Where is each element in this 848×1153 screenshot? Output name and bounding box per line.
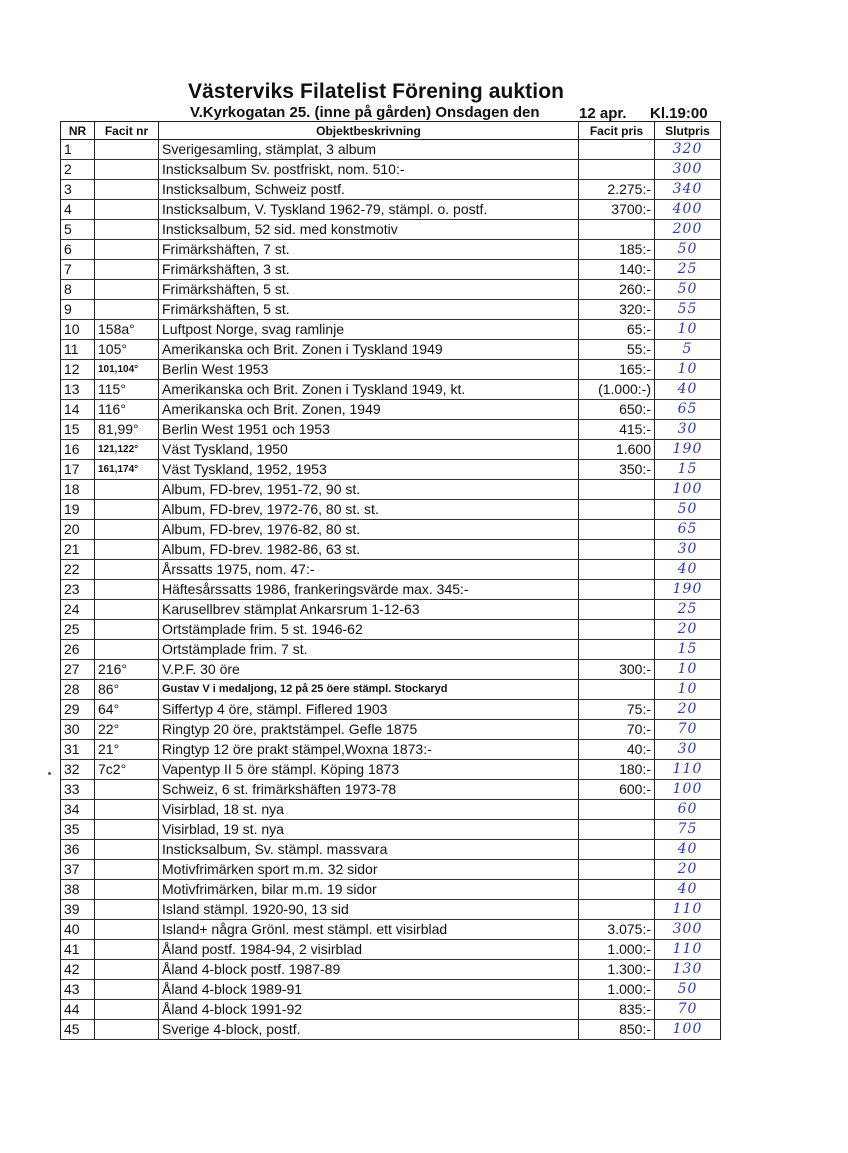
lot-number: 9: [61, 300, 95, 320]
table-row: [61, 980, 721, 1000]
lot-number: 12: [61, 360, 95, 380]
facit-number: [95, 520, 159, 540]
facit-number: 21°: [95, 740, 159, 760]
object-description: Frimärkshäften, 5 st.: [159, 300, 579, 320]
facit-number: [95, 180, 159, 200]
facit-number: 161,174°: [95, 460, 159, 480]
facit-number: 116°: [95, 400, 159, 420]
object-description: Frimärkshäften, 5 st.: [159, 280, 579, 300]
facit-price: [579, 480, 655, 500]
lot-number: 19: [61, 500, 95, 520]
facit-number: [95, 860, 159, 880]
lot-number: 40: [61, 920, 95, 940]
facit-price: [579, 220, 655, 240]
facit-number: 7c2°: [95, 760, 159, 780]
final-price: 5: [655, 340, 721, 360]
object-description: Sverigesamling, stämplat, 3 album: [159, 140, 579, 160]
document-subtitle: V.Kyrkogatan 25. (inne på gården) Onsdagen den: [190, 104, 540, 121]
final-price: 10: [655, 360, 721, 380]
facit-price: 75:-: [579, 700, 655, 720]
facit-price: 650:-: [579, 400, 655, 420]
table-row: [61, 840, 721, 860]
table-row: [61, 340, 721, 360]
scan-speck: [48, 772, 51, 775]
final-price: 20: [655, 620, 721, 640]
facit-price: 55:-: [579, 340, 655, 360]
object-description: Ortstämplade frim. 5 st. 1946-62: [159, 620, 579, 640]
table-row: [61, 780, 721, 800]
object-description: Insticksalbum, Sv. stämpl. massvara: [159, 840, 579, 860]
facit-price: [579, 680, 655, 700]
facit-price: 835:-: [579, 1000, 655, 1020]
facit-price: [579, 140, 655, 160]
final-price: 50: [655, 280, 721, 300]
table-row: [61, 660, 721, 680]
object-description: Album, FD-brev, 1976-82, 80 st.: [159, 520, 579, 540]
table-row: [61, 440, 721, 460]
final-price: 75: [655, 820, 721, 840]
object-description: Insticksalbum, 52 sid. med konstmotiv: [159, 220, 579, 240]
facit-number: [95, 260, 159, 280]
final-price: 320: [655, 140, 721, 160]
object-description: Amerikanska och Brit. Zonen i Tyskland 1949, kt.: [159, 380, 579, 400]
lot-number: 41: [61, 940, 95, 960]
final-price: 300: [655, 920, 721, 940]
facit-number: [95, 900, 159, 920]
facit-number: [95, 820, 159, 840]
facit-number: 81,99°: [95, 420, 159, 440]
facit-price: 3.075:-: [579, 920, 655, 940]
final-price: 110: [655, 760, 721, 780]
auction-time: Kl.19:00: [650, 105, 708, 122]
facit-number: [95, 620, 159, 640]
table-row: [61, 860, 721, 880]
facit-number: [95, 980, 159, 1000]
facit-number: [95, 880, 159, 900]
table-row: [61, 140, 721, 160]
facit-number: [95, 240, 159, 260]
object-description: Åland 4-block 1991-92: [159, 1000, 579, 1020]
facit-price: [579, 880, 655, 900]
final-price: 25: [655, 260, 721, 280]
object-description: Motivfrimärken sport m.m. 32 sidor: [159, 860, 579, 880]
table-row: [61, 520, 721, 540]
lot-number: 37: [61, 860, 95, 880]
final-price: 70: [655, 720, 721, 740]
final-price: 65: [655, 520, 721, 540]
object-description: Album, FD-brev, 1972-76, 80 st. st.: [159, 500, 579, 520]
object-description: V.P.F. 30 öre: [159, 660, 579, 680]
object-description: Album, FD-brev. 1982-86, 63 st.: [159, 540, 579, 560]
column-header-objektbeskrivning: Objektbeskrivning: [159, 122, 579, 140]
facit-number: [95, 540, 159, 560]
facit-price: [579, 820, 655, 840]
final-price: 50: [655, 980, 721, 1000]
table-row: [61, 960, 721, 980]
object-description: Väst Tyskland, 1952, 1953: [159, 460, 579, 480]
table-row: [61, 820, 721, 840]
object-description: Gustav V i medaljong, 12 på 25 öere stämpl. Stockaryd: [159, 680, 579, 700]
lot-number: 27: [61, 660, 95, 680]
final-price: 190: [655, 580, 721, 600]
final-price: 30: [655, 540, 721, 560]
final-price: 30: [655, 740, 721, 760]
final-price: 55: [655, 300, 721, 320]
object-description: Amerikanska och Brit. Zonen i Tyskland 1949: [159, 340, 579, 360]
facit-number: [95, 780, 159, 800]
final-price: 110: [655, 940, 721, 960]
object-description: Ringtyp 20 öre, praktstämpel. Gefle 1875: [159, 720, 579, 740]
lot-number: 11: [61, 340, 95, 360]
final-price: 100: [655, 780, 721, 800]
object-description: Amerikanska och Brit. Zonen, 1949: [159, 400, 579, 420]
lot-number: 28: [61, 680, 95, 700]
table-row: [61, 400, 721, 420]
facit-number: [95, 300, 159, 320]
final-price: 100: [655, 480, 721, 500]
facit-number: 158a°: [95, 320, 159, 340]
table-row: [61, 900, 721, 920]
lot-number: 5: [61, 220, 95, 240]
final-price: 10: [655, 660, 721, 680]
object-description: Åland 4-block 1989-91: [159, 980, 579, 1000]
facit-price: [579, 160, 655, 180]
facit-price: [579, 640, 655, 660]
table-row: [61, 720, 721, 740]
object-description: Album, FD-brev, 1951-72, 90 st.: [159, 480, 579, 500]
table-row: [61, 920, 721, 940]
lot-number: 16: [61, 440, 95, 460]
final-price: 70: [655, 1000, 721, 1020]
final-price: 15: [655, 460, 721, 480]
facit-number: [95, 220, 159, 240]
facit-number: [95, 1000, 159, 1020]
object-description: Ortstämplade frim. 7 st.: [159, 640, 579, 660]
table-row: [61, 320, 721, 340]
lot-number: 15: [61, 420, 95, 440]
object-description: Sverige 4-block, postf.: [159, 1020, 579, 1040]
facit-number: [95, 500, 159, 520]
auction-date: 12 apr.: [579, 105, 627, 122]
final-price: 100: [655, 1020, 721, 1040]
column-header-nr: NR: [61, 122, 95, 140]
facit-price: 70:-: [579, 720, 655, 740]
lot-number: 45: [61, 1020, 95, 1040]
facit-price: 850:-: [579, 1020, 655, 1040]
final-price: 130: [655, 960, 721, 980]
table-row: [61, 460, 721, 480]
facit-number: [95, 280, 159, 300]
facit-price: 165:-: [579, 360, 655, 380]
table-row: [61, 760, 721, 780]
facit-number: 101,104°: [95, 360, 159, 380]
lot-number: 10: [61, 320, 95, 340]
facit-price: 1.000:-: [579, 940, 655, 960]
final-price: 10: [655, 320, 721, 340]
lot-number: 36: [61, 840, 95, 860]
lot-number: 6: [61, 240, 95, 260]
final-price: 20: [655, 700, 721, 720]
facit-price: (1.000:-): [579, 380, 655, 400]
object-description: Väst Tyskland, 1950: [159, 440, 579, 460]
table-row: [61, 880, 721, 900]
object-description: Årssatts 1975, nom. 47:-: [159, 560, 579, 580]
table-row: [61, 1020, 721, 1040]
object-description: Siffertyp 4 öre, stämpl. Fiflered 1903: [159, 700, 579, 720]
facit-number: [95, 480, 159, 500]
table-row: [61, 380, 721, 400]
lot-number: 44: [61, 1000, 95, 1020]
lot-number: 25: [61, 620, 95, 640]
facit-price: [579, 860, 655, 880]
facit-price: [579, 560, 655, 580]
lot-number: 3: [61, 180, 95, 200]
object-description: Insticksalbum, Schweiz postf.: [159, 180, 579, 200]
facit-number: [95, 1020, 159, 1040]
table-row: [61, 680, 721, 700]
table-row: [61, 240, 721, 260]
final-price: 60: [655, 800, 721, 820]
facit-number: [95, 600, 159, 620]
facit-price: 1.300:-: [579, 960, 655, 980]
facit-price: [579, 520, 655, 540]
column-header-facit-pris: Facit pris: [579, 122, 655, 140]
final-price: 30: [655, 420, 721, 440]
column-header-slutpris: Slutpris: [655, 122, 721, 140]
lot-number: 43: [61, 980, 95, 1000]
facit-number: [95, 560, 159, 580]
facit-price: [579, 580, 655, 600]
object-description: Berlin West 1951 och 1953: [159, 420, 579, 440]
facit-number: 115°: [95, 380, 159, 400]
facit-price: [579, 500, 655, 520]
table-body: [61, 140, 721, 1040]
facit-price: 350:-: [579, 460, 655, 480]
lot-number: 31: [61, 740, 95, 760]
table-row: [61, 1000, 721, 1020]
table-row: [61, 360, 721, 380]
facit-price: 65:-: [579, 320, 655, 340]
object-description: Insticksalbum Sv. postfriskt, nom. 510:-: [159, 160, 579, 180]
object-description: Insticksalbum, V. Tyskland 1962-79, stämpl. o. postf.: [159, 200, 579, 220]
facit-price: 600:-: [579, 780, 655, 800]
facit-number: 64°: [95, 700, 159, 720]
facit-number: [95, 580, 159, 600]
object-description: Åland 4-block postf. 1987-89: [159, 960, 579, 980]
facit-price: 300:-: [579, 660, 655, 680]
lot-number: 33: [61, 780, 95, 800]
table-row: [61, 620, 721, 640]
lot-number: 18: [61, 480, 95, 500]
facit-number: [95, 200, 159, 220]
object-description: Ringtyp 12 öre prakt stämpel,Woxna 1873:-: [159, 740, 579, 760]
final-price: 40: [655, 380, 721, 400]
lot-number: 1: [61, 140, 95, 160]
final-price: 340: [655, 180, 721, 200]
lot-number: 13: [61, 380, 95, 400]
final-price: 200: [655, 220, 721, 240]
document-title: Västerviks Filatelist Förening auktion: [188, 80, 565, 103]
lot-number: 17: [61, 460, 95, 480]
facit-number: [95, 840, 159, 860]
facit-number: [95, 160, 159, 180]
lot-number: 26: [61, 640, 95, 660]
table-row: [61, 500, 721, 520]
table-row: [61, 200, 721, 220]
table-row: [61, 180, 721, 200]
lot-number: 14: [61, 400, 95, 420]
object-description: Frimärkshäften, 3 st.: [159, 260, 579, 280]
lot-number: 29: [61, 700, 95, 720]
lot-number: 24: [61, 600, 95, 620]
facit-price: [579, 620, 655, 640]
lot-number: 4: [61, 200, 95, 220]
object-description: Frimärkshäften, 7 st.: [159, 240, 579, 260]
object-description: Berlin West 1953: [159, 360, 579, 380]
lot-number: 7: [61, 260, 95, 280]
facit-price: 2.275:-: [579, 180, 655, 200]
table-row: [61, 280, 721, 300]
table-header-row: [61, 122, 721, 140]
facit-price: [579, 540, 655, 560]
facit-number: [95, 920, 159, 940]
facit-price: 1.600: [579, 440, 655, 460]
lot-number: 20: [61, 520, 95, 540]
facit-price: [579, 900, 655, 920]
lot-number: 34: [61, 800, 95, 820]
final-price: 400: [655, 200, 721, 220]
facit-price: 320:-: [579, 300, 655, 320]
final-price: 25: [655, 600, 721, 620]
facit-price: 40:-: [579, 740, 655, 760]
facit-price: [579, 800, 655, 820]
object-description: Visirblad, 19 st. nya: [159, 820, 579, 840]
lot-number: 42: [61, 960, 95, 980]
final-price: 15: [655, 640, 721, 660]
table-row: [61, 220, 721, 240]
object-description: Island stämpl. 1920-90, 13 sid: [159, 900, 579, 920]
table-row: [61, 540, 721, 560]
table-row: [61, 260, 721, 280]
lot-number: 32: [61, 760, 95, 780]
object-description: Motivfrimärken, bilar m.m. 19 sidor: [159, 880, 579, 900]
facit-price: 185:-: [579, 240, 655, 260]
facit-price: [579, 840, 655, 860]
object-description: Schweiz, 6 st. frimärkshäften 1973-78: [159, 780, 579, 800]
facit-number: 22°: [95, 720, 159, 740]
lot-number: 30: [61, 720, 95, 740]
facit-number: [95, 960, 159, 980]
lot-number: 35: [61, 820, 95, 840]
final-price: 65: [655, 400, 721, 420]
table-row: [61, 420, 721, 440]
final-price: 50: [655, 500, 721, 520]
lot-number: 39: [61, 900, 95, 920]
facit-number: [95, 140, 159, 160]
object-description: Island+ några Grönl. mest stämpl. ett visirblad: [159, 920, 579, 940]
facit-price: 140:-: [579, 260, 655, 280]
facit-number: [95, 940, 159, 960]
facit-price: 3700:-: [579, 200, 655, 220]
facit-price: 1.000:-: [579, 980, 655, 1000]
final-price: 20: [655, 860, 721, 880]
facit-number: [95, 800, 159, 820]
object-description: Visirblad, 18 st. nya: [159, 800, 579, 820]
facit-number: 105°: [95, 340, 159, 360]
table-row: [61, 480, 721, 500]
object-description: Åland postf. 1984-94, 2 visirblad: [159, 940, 579, 960]
object-description: Häftesårssatts 1986, frankeringsvärde max. 345:-: [159, 580, 579, 600]
final-price: 40: [655, 560, 721, 580]
facit-price: 260:-: [579, 280, 655, 300]
table-row: [61, 700, 721, 720]
object-description: Vapentyp II 5 öre stämpl. Köping 1873: [159, 760, 579, 780]
final-price: 190: [655, 440, 721, 460]
table-row: [61, 560, 721, 580]
final-price: 300: [655, 160, 721, 180]
table-row: [61, 740, 721, 760]
facit-number: 86°: [95, 680, 159, 700]
lot-number: 21: [61, 540, 95, 560]
table-row: [61, 800, 721, 820]
table-row: [61, 160, 721, 180]
facit-price: 415:-: [579, 420, 655, 440]
facit-price: [579, 600, 655, 620]
table-row: [61, 580, 721, 600]
column-header-facit-nr: Facit nr: [95, 122, 159, 140]
final-price: 40: [655, 840, 721, 860]
facit-number: 121,122°: [95, 440, 159, 460]
final-price: 40: [655, 880, 721, 900]
table-row: [61, 600, 721, 620]
object-description: Luftpost Norge, svag ramlinje: [159, 320, 579, 340]
table-row: [61, 640, 721, 660]
lot-number: 38: [61, 880, 95, 900]
final-price: 50: [655, 240, 721, 260]
table-row: [61, 300, 721, 320]
table-row: [61, 940, 721, 960]
lot-number: 2: [61, 160, 95, 180]
auction-table: [60, 121, 721, 1040]
facit-price: 180:-: [579, 760, 655, 780]
facit-number: [95, 640, 159, 660]
facit-number: 216°: [95, 660, 159, 680]
lot-number: 22: [61, 560, 95, 580]
lot-number: 23: [61, 580, 95, 600]
lot-number: 8: [61, 280, 95, 300]
object-description: Karusellbrev stämplat Ankarsrum 1-12-63: [159, 600, 579, 620]
final-price: 10: [655, 680, 721, 700]
final-price: 110: [655, 900, 721, 920]
